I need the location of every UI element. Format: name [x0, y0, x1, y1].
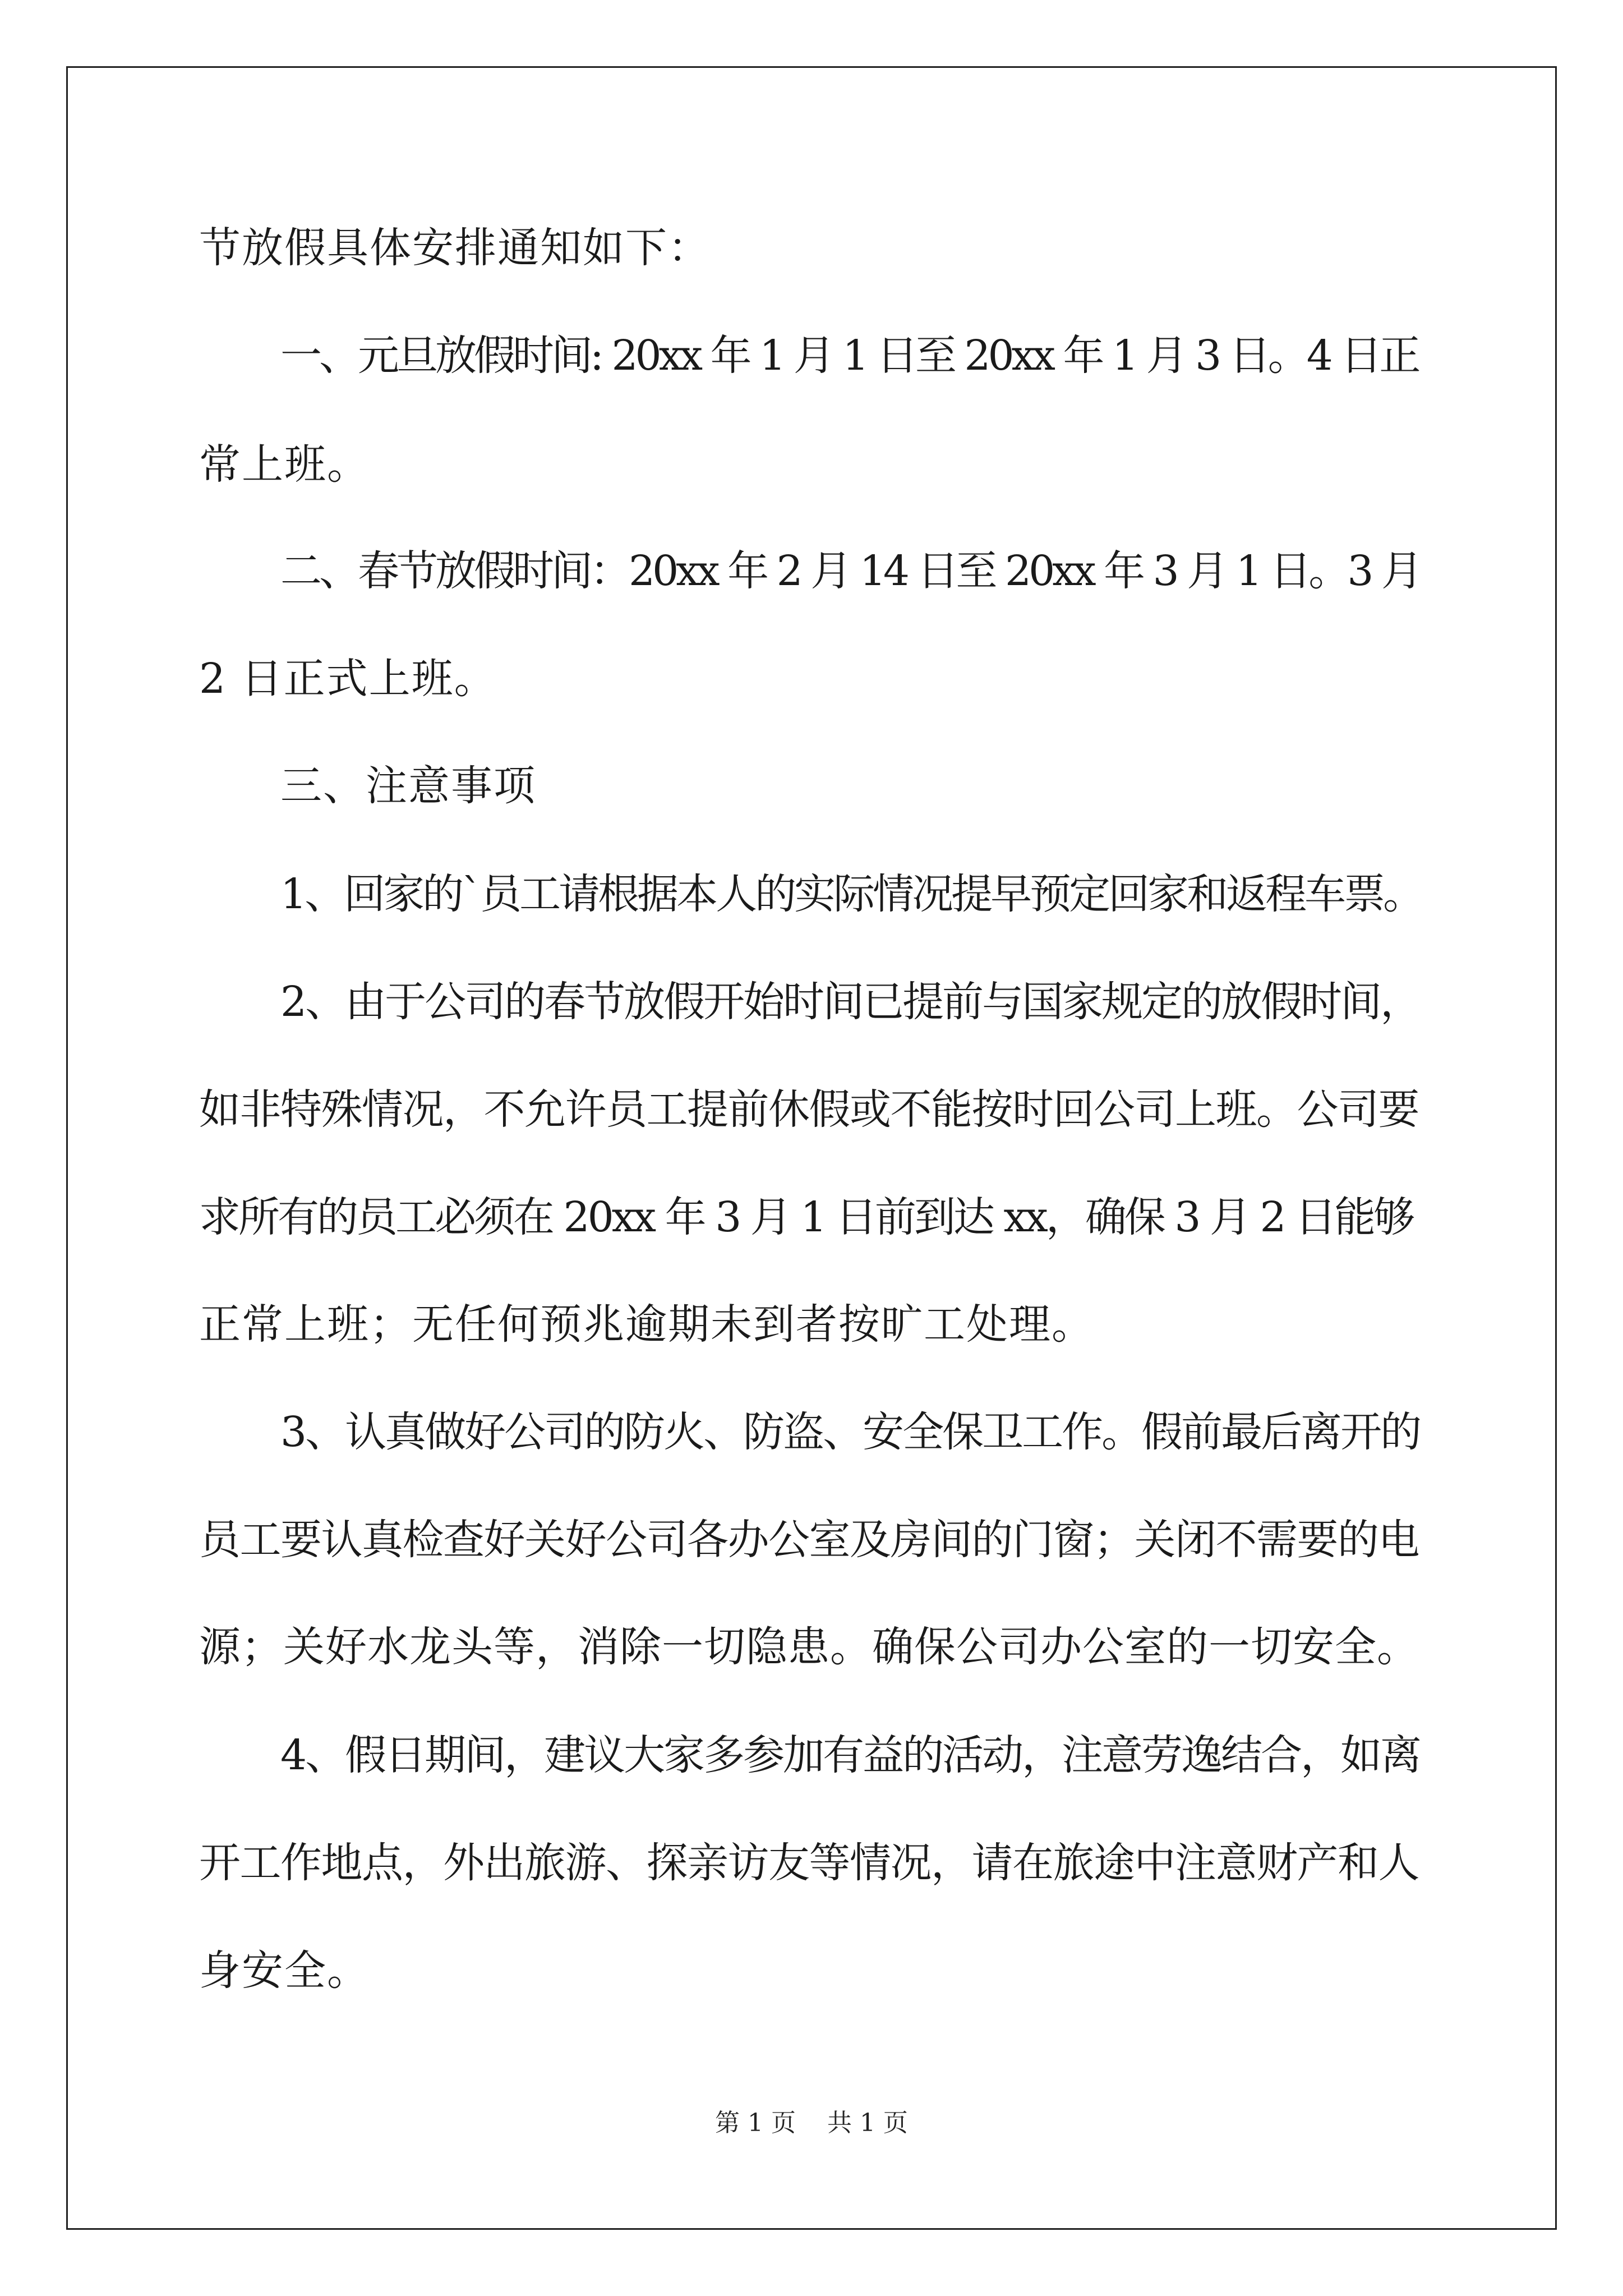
text-line: 节放假具体安排通知如下：	[199, 224, 711, 272]
text-line: 2、由于公司的春节放假开始时间已提前与国家规定的放假时间，	[280, 978, 1421, 1026]
text-line: 一、元旦放假时间: 20xx 年 1 月 1 日至 20xx 年 1 月 3 日。4 日正	[280, 332, 1418, 380]
text-line: 三、注意事项	[280, 762, 536, 810]
text-line: 3、认真做好公司的防火、防盗、安全保卫工作。假前最后离开的	[280, 1408, 1421, 1456]
text-line: 1、回家的`员工请根据本人的实际情况提早预定回家和返程车票。	[280, 870, 1423, 918]
text-line: 如非特殊情况，不允许员工提前休假或不能按时回公司上班。公司要	[199, 1085, 1419, 1134]
text-line: 4、假日期间，建议大家多参加有益的活动，注意劳逸结合，如离	[280, 1731, 1421, 1779]
text-line: 身安全。	[199, 1947, 370, 1995]
text-line: 员工要认真检查好关好公司各办公室及房间的门窗；关闭不需要的电	[199, 1516, 1419, 1564]
text-line: 2 日正式上班。	[199, 655, 497, 703]
text-line: 正常上班；无任何预兆逾期未到者按旷工处理。	[199, 1300, 1094, 1349]
text-line: 开工作地点，外出旅游、探亲访友等情况，请在旅途中注意财产和人	[199, 1839, 1419, 1887]
text-line: 源；关好水龙头等，消除一切隐患。确保公司办公室的一切安全。	[199, 1623, 1419, 1671]
page-number-footer: 第 1 页 共 1 页	[715, 2109, 908, 2137]
text-line: 二、春节放假时间：20xx 年 2 月 14 日至 20xx 年 3 月 1 日。3 月	[280, 547, 1421, 595]
text-line: 常上班。	[199, 440, 370, 489]
text-line: 求所有的员工必须在 20xx 年 3 月 1 日前到达 xx，确保 3 月 2 日能够	[199, 1193, 1413, 1241]
page-border	[66, 66, 1557, 2230]
